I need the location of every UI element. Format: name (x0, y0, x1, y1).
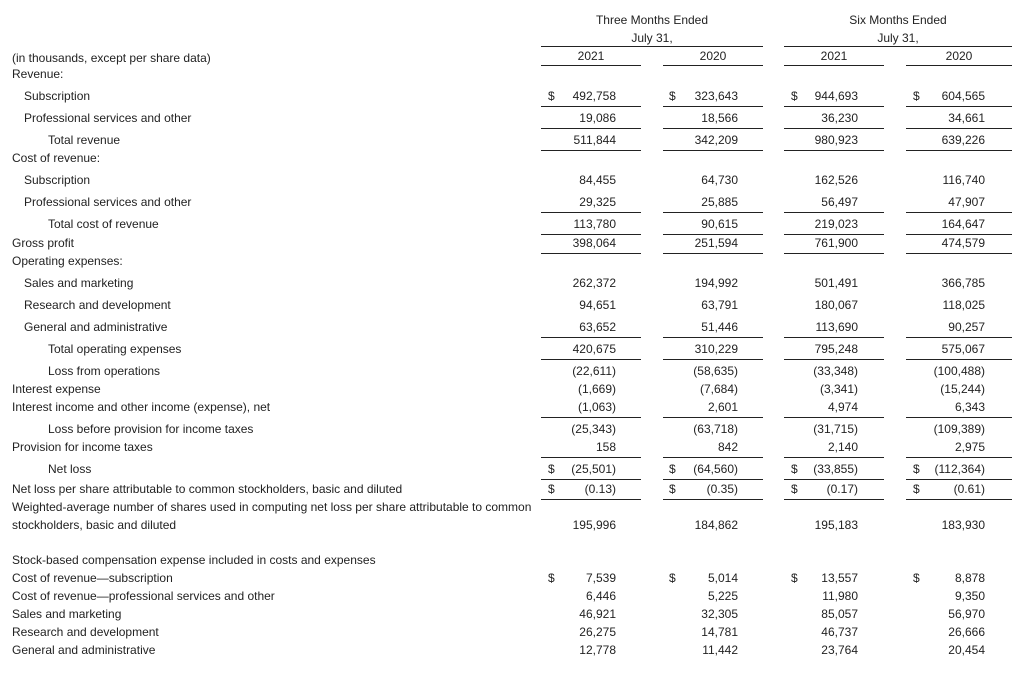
row-label: Revenue: (12, 67, 64, 81)
value-cell: 164,647 (941, 217, 985, 231)
value-cell: 56,497 (821, 195, 858, 209)
currency-symbol: $ (548, 462, 555, 476)
total-rule (784, 212, 884, 213)
total-rule (541, 417, 641, 418)
value-cell: 342,209 (694, 133, 738, 147)
currency-symbol: $ (669, 89, 676, 103)
row-label: Net loss per share attributable to common stockholders, basic and diluted (12, 482, 403, 496)
value-cell: 14,781 (701, 625, 738, 639)
value-cell: 13,557 (821, 571, 858, 585)
row-label: Loss before provision for income taxes (48, 422, 254, 436)
total-rule (906, 337, 1012, 338)
total-rule (906, 106, 1012, 107)
currency-symbol: $ (791, 482, 798, 496)
row-label: Research and development (12, 625, 159, 639)
value-cell: 2,140 (827, 440, 858, 454)
value-cell: 23,764 (821, 643, 858, 657)
value-cell: 158 (595, 440, 616, 454)
value-cell: 25,885 (701, 195, 738, 209)
value-cell: 64,730 (701, 173, 738, 187)
row-label: Total cost of revenue (48, 217, 159, 231)
row-label: General and administrative (12, 643, 156, 657)
value-cell: 2,601 (707, 400, 738, 414)
value-cell: 113,780 (573, 217, 616, 231)
currency-symbol: $ (669, 462, 676, 476)
value-cell: 323,643 (694, 89, 738, 103)
total-rule (784, 457, 884, 458)
total-rule (663, 128, 763, 129)
value-cell: 262,372 (572, 276, 616, 290)
total-rule (906, 499, 1012, 500)
total-rule (663, 106, 763, 107)
value-cell: 366,785 (941, 276, 985, 290)
total-rule (541, 212, 641, 213)
value-cell: 51,446 (701, 320, 738, 334)
value-cell: (109,389) (933, 422, 985, 436)
total-rule (784, 128, 884, 129)
row-label: stockholders, basic and diluted (12, 518, 177, 532)
value-cell: 63,652 (579, 320, 616, 334)
year-header: 2021 (820, 49, 848, 63)
value-cell: 310,229 (694, 342, 738, 356)
total-rule (541, 359, 641, 360)
value-cell: (1,063) (577, 400, 616, 414)
row-label: Gross profit (12, 236, 75, 250)
total-rule (906, 150, 1012, 151)
row-label: Stock-based compensation expense included in costs and expenses (12, 553, 376, 567)
row-label: Net loss (48, 462, 92, 476)
value-cell: 46,921 (579, 607, 616, 621)
total-rule (784, 106, 884, 107)
total-rule (784, 359, 884, 360)
year-rule (541, 65, 641, 66)
value-cell: 195,183 (814, 518, 858, 532)
value-cell: 26,666 (948, 625, 985, 639)
total-rule (906, 479, 1012, 480)
year-header: 2020 (945, 49, 973, 63)
currency-symbol: $ (913, 89, 920, 103)
value-cell: 2,975 (954, 440, 985, 454)
total-rule (541, 234, 641, 235)
value-cell: (58,635) (693, 364, 738, 378)
value-cell: (7,684) (699, 382, 738, 396)
value-cell: 604,565 (941, 89, 985, 103)
total-rule (663, 499, 763, 500)
value-cell: 36,230 (821, 111, 858, 125)
value-cell: 90,257 (948, 320, 985, 334)
value-cell: 19,086 (579, 111, 616, 125)
row-label: Research and development (24, 298, 171, 312)
value-cell: 118,025 (942, 298, 985, 312)
total-rule (541, 457, 641, 458)
total-rule (541, 499, 641, 500)
group-header-six-months: Six Months Ended (849, 13, 947, 27)
total-rule (906, 359, 1012, 360)
currency-symbol: $ (548, 482, 555, 496)
value-cell: 18,566 (701, 111, 738, 125)
total-rule (784, 337, 884, 338)
currency-symbol: $ (548, 571, 555, 585)
currency-symbol: $ (913, 462, 920, 476)
year-rule (906, 65, 1012, 66)
row-label: Operating expenses: (12, 254, 123, 268)
currency-symbol: $ (669, 482, 676, 496)
total-rule (906, 457, 1012, 458)
row-label: Interest income and other income (expense), net (12, 400, 271, 414)
group-rule-three-months (541, 46, 763, 47)
group-subheader-three-months: July 31, (631, 31, 673, 45)
value-cell: (64,560) (693, 462, 738, 476)
value-cell: 5,014 (707, 571, 738, 585)
row-label: Subscription (24, 173, 91, 187)
value-cell: 29,325 (579, 195, 616, 209)
value-cell: 47,907 (948, 195, 985, 209)
row-label: Cost of revenue: (12, 151, 101, 165)
value-cell: 575,067 (941, 342, 985, 356)
row-label: Loss from operations (48, 364, 161, 378)
total-rule (541, 128, 641, 129)
value-cell: (25,343) (571, 422, 616, 436)
value-cell: (63,718) (693, 422, 738, 436)
value-cell: 8,878 (954, 571, 985, 585)
total-rule (663, 212, 763, 213)
total-rule (663, 479, 763, 480)
value-cell: (0.13) (584, 482, 616, 496)
value-cell: (0.17) (826, 482, 858, 496)
value-cell: 420,675 (572, 342, 616, 356)
total-rule (663, 150, 763, 151)
row-label: Sales and marketing (12, 607, 122, 621)
total-rule (784, 499, 884, 500)
value-cell: 9,350 (954, 589, 985, 603)
value-cell: (1,669) (577, 382, 616, 396)
total-rule (541, 479, 641, 480)
total-rule (541, 337, 641, 338)
value-cell: 980,923 (814, 133, 858, 147)
value-cell: 184,862 (694, 518, 738, 532)
value-cell: 194,992 (694, 276, 738, 290)
value-cell: 6,343 (954, 400, 985, 414)
total-rule (541, 150, 641, 151)
value-cell: (31,715) (813, 422, 858, 436)
value-cell: 511,844 (573, 133, 616, 147)
value-cell: (33,855) (813, 462, 858, 476)
value-cell: 94,651 (579, 298, 616, 312)
total-rule (541, 106, 641, 107)
value-cell: 20,454 (948, 643, 985, 657)
row-label: Interest expense (12, 382, 101, 396)
currency-symbol: $ (669, 571, 676, 585)
value-cell: 11,980 (822, 589, 858, 603)
value-cell: 63,791 (701, 298, 738, 312)
group-header-three-months: Three Months Ended (595, 13, 709, 27)
value-cell: 12,778 (579, 643, 616, 657)
currency-symbol: $ (791, 462, 798, 476)
total-rule (784, 417, 884, 418)
value-cell: 56,970 (948, 607, 985, 621)
value-cell: 7,539 (585, 571, 616, 585)
year-rule (663, 65, 763, 66)
year-header: 2020 (699, 49, 727, 63)
total-rule (784, 479, 884, 480)
currency-symbol: $ (913, 571, 920, 585)
total-rule (906, 212, 1012, 213)
currency-symbol: $ (548, 89, 555, 103)
value-cell: 501,491 (814, 276, 858, 290)
value-cell: (100,488) (933, 364, 985, 378)
row-label: Professional services and other (24, 195, 192, 209)
value-cell: 113,690 (815, 320, 858, 334)
value-cell: 46,737 (821, 625, 858, 639)
value-cell: 474,579 (941, 236, 985, 250)
value-cell: 85,057 (821, 607, 858, 621)
row-label: Total revenue (48, 133, 121, 147)
value-cell: (25,501) (571, 462, 616, 476)
value-cell: 195,996 (572, 518, 616, 532)
total-rule (663, 457, 763, 458)
value-cell: 639,226 (941, 133, 985, 147)
value-cell: 398,064 (572, 236, 616, 250)
value-cell: 5,225 (707, 589, 738, 603)
row-label: Subscription (24, 89, 91, 103)
value-cell: 11,442 (702, 643, 738, 657)
value-cell: 32,305 (701, 607, 738, 621)
value-cell: 6,446 (585, 589, 616, 603)
total-rule (784, 234, 884, 235)
value-cell: (112,364) (934, 462, 985, 476)
year-rule (784, 65, 884, 66)
row-label: Sales and marketing (24, 276, 134, 290)
group-rule-six-months (784, 46, 1012, 47)
value-cell: 183,930 (941, 518, 985, 532)
value-cell: 162,526 (814, 173, 858, 187)
total-rule (784, 253, 884, 254)
value-cell: 34,661 (948, 111, 985, 125)
total-rule (663, 417, 763, 418)
year-header: 2021 (577, 49, 605, 63)
currency-symbol: $ (791, 89, 798, 103)
value-cell: 251,594 (694, 236, 738, 250)
total-rule (784, 150, 884, 151)
currency-symbol: $ (791, 571, 798, 585)
value-cell: 944,693 (814, 89, 858, 103)
row-label: General and administrative (24, 320, 168, 334)
value-cell: (33,348) (813, 364, 858, 378)
value-cell: 180,067 (814, 298, 858, 312)
value-cell: (15,244) (940, 382, 985, 396)
value-cell: 842 (717, 440, 738, 454)
total-rule (906, 128, 1012, 129)
total-rule (663, 359, 763, 360)
row-label: Total operating expenses (48, 342, 182, 356)
value-cell: 795,248 (814, 342, 858, 356)
value-cell: 84,455 (579, 173, 616, 187)
total-rule (663, 337, 763, 338)
row-label: Weighted-average number of shares used in computing net loss per share attributable to common (12, 500, 532, 514)
value-cell: 116,740 (942, 173, 985, 187)
value-cell: 761,900 (814, 236, 858, 250)
value-cell: 4,974 (827, 400, 858, 414)
row-label: Cost of revenue—professional services and other (12, 589, 275, 603)
row-label: Provision for income taxes (12, 440, 153, 454)
total-rule (663, 234, 763, 235)
total-rule (541, 253, 641, 254)
row-label: Professional services and other (24, 111, 192, 125)
value-cell: (0.35) (706, 482, 738, 496)
total-rule (906, 234, 1012, 235)
total-rule (663, 253, 763, 254)
value-cell: 492,758 (572, 89, 616, 103)
value-cell: 219,023 (814, 217, 858, 231)
currency-symbol: $ (913, 482, 920, 496)
total-rule (906, 253, 1012, 254)
value-cell: (0.61) (953, 482, 985, 496)
value-cell: (3,341) (819, 382, 858, 396)
value-cell: 26,275 (579, 625, 616, 639)
row-label: Cost of revenue—subscription (12, 571, 173, 585)
value-cell: (22,611) (572, 364, 616, 378)
value-cell: 90,615 (701, 217, 738, 231)
total-rule (906, 417, 1012, 418)
units-note: (in thousands, except per share data) (12, 51, 211, 65)
group-subheader-six-months: July 31, (877, 31, 919, 45)
